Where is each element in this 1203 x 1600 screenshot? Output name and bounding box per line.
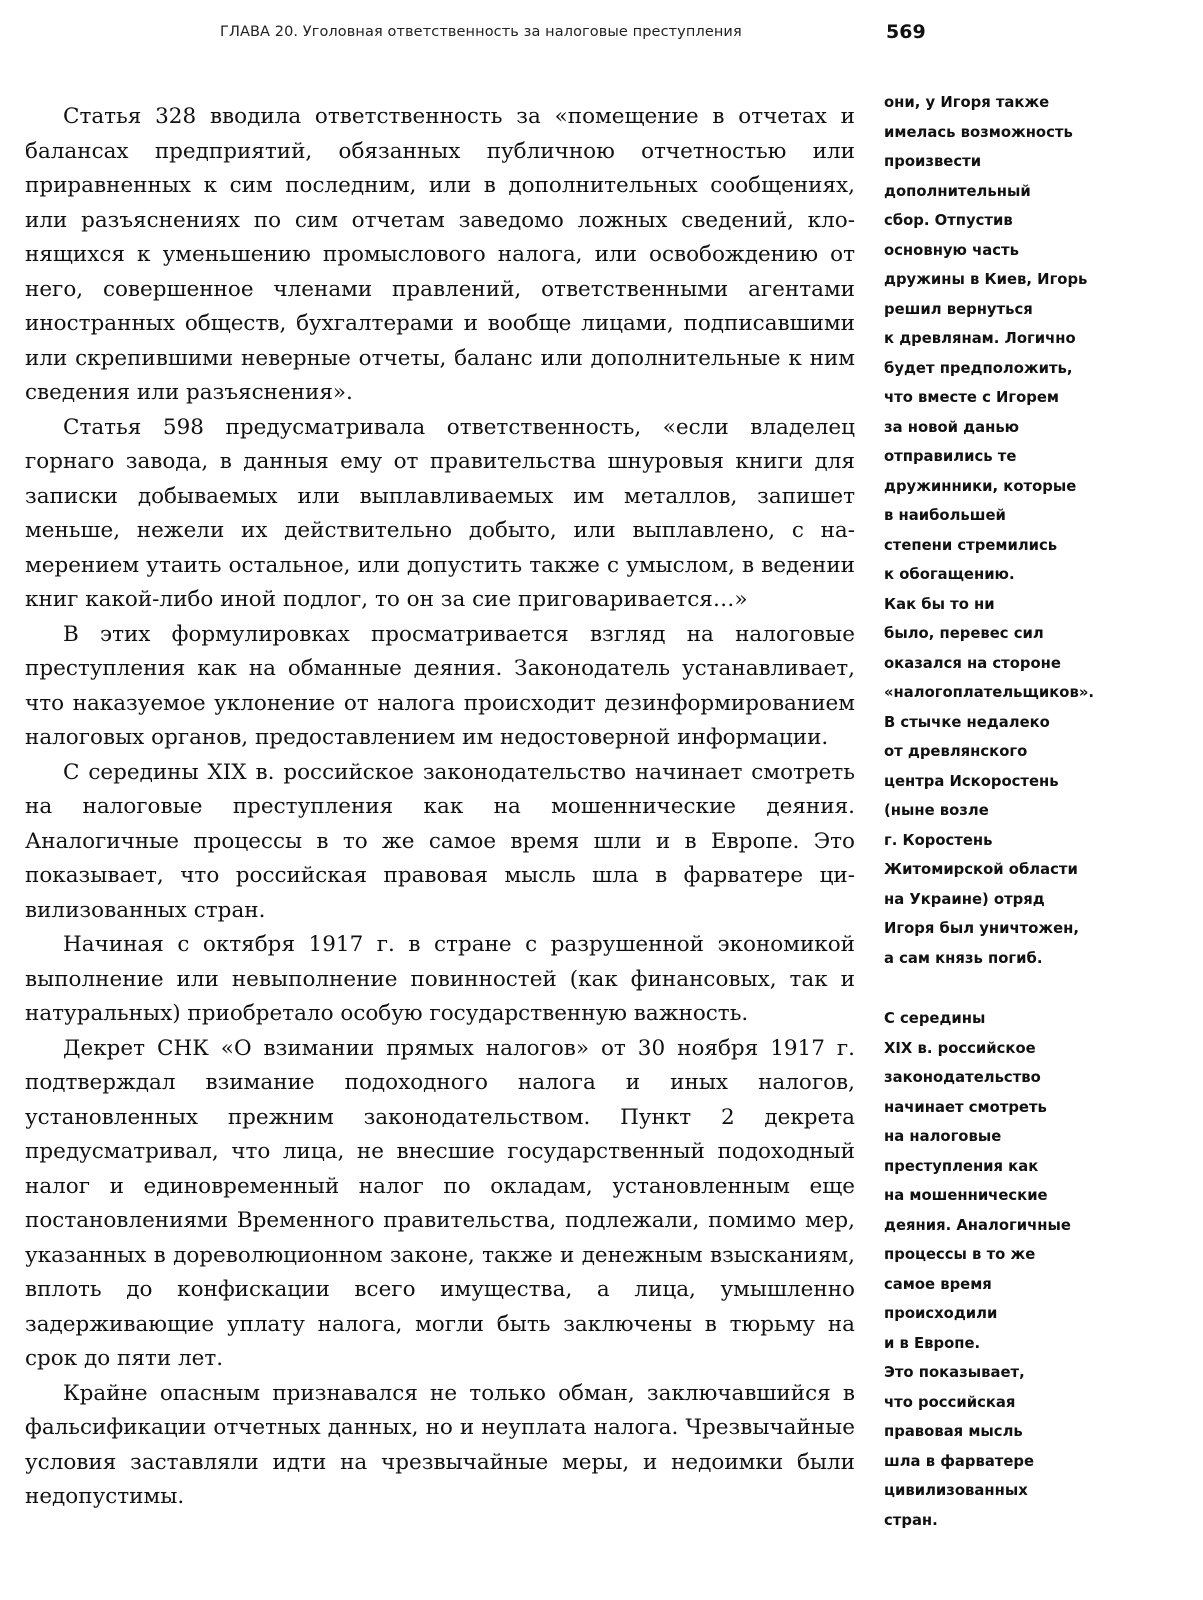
margin-note-line: стран. bbox=[884, 1511, 938, 1529]
page-number: 569 bbox=[886, 21, 926, 43]
margin-note-line: произвести bbox=[884, 153, 982, 170]
margin-note-line: сбор. Отпустив bbox=[884, 212, 1013, 229]
margin-note-line: Житомирской области bbox=[884, 861, 1078, 878]
margin-note-line: будет предположить, bbox=[884, 359, 1073, 377]
margin-note-line: от древлянского bbox=[884, 743, 1028, 760]
margin-note-line: г. Коростень bbox=[884, 831, 993, 849]
margin-note-line: дополнительный bbox=[884, 182, 1031, 200]
margin-note-line: деяния. Аналогичные bbox=[884, 1216, 1071, 1234]
margin-note-igor bbox=[884, 88, 1164, 973]
paragraph-article-598: Статья 598 предусматривала ответственность, «если владелец горнаго завода, в данныя ему от правительства шнуровыя книги для записки добываемых или выплавливаемых им металлов, запишет меньше, нежели их действительно добыто, или выплавлено, с намерением утаить остальное, или допустить также с умыслом, в ведении книг какой-либо иной подлог, то он за сие приговаривается…» bbox=[25, 414, 855, 612]
margin-note-line: «налогоплательщиков». bbox=[884, 684, 1094, 701]
margin-note-line: оказался на стороне bbox=[884, 654, 1061, 672]
main-text-column bbox=[25, 100, 855, 1515]
margin-note-line: Как бы то ни bbox=[884, 595, 995, 613]
margin-note-line: цивилизованных bbox=[884, 1482, 1028, 1499]
running-title: ГЛАВА 20. Уголовная ответственность за налоговые преступления bbox=[220, 24, 742, 40]
margin-note-line: XIX в. российское bbox=[884, 1039, 1036, 1057]
margin-note-line: дружины в Киев, Игорь bbox=[884, 271, 1088, 288]
running-head bbox=[0, 20, 1203, 46]
margin-note-line: процессы в то же bbox=[884, 1246, 1036, 1263]
margin-note-line: имелась возможность bbox=[884, 123, 1073, 141]
paragraph-article-328: Статья 328 вводила ответственность за «помещение в отчетах и балансах предприятий, обязанных публичною отчетностью или приравненных к сим последним, или в дополнительных сообщениях, или разъяснениях по сим отчетам заведомо ложных сведений, клонящихся к уменьшению промыслового налога, или освобождению от него, совершенное членами правлений, ответственными агентами иностранных обществ, бухгалтерами и вообще лицами, подписавшими или скрепившими неверные отчеты, баланс или дополнительные к ним сведения или разъяснения». bbox=[25, 104, 855, 405]
margin-note-line: было, перевес сил bbox=[884, 625, 1044, 642]
paragraph-formulations: В этих формулировках просматривается взгляд на налоговые преступления как на обманные деяния. Законодатель устанавливает, что наказуемое уклонение от налога происходит дезинформированием налоговых органов, предоставлением им недостоверной информации. bbox=[25, 621, 855, 750]
margin-note-line: на Украине) отряд bbox=[884, 890, 1045, 908]
margin-note-line: начинает смотреть bbox=[884, 1098, 1047, 1116]
margin-note-line: Игоря был уничтожен, bbox=[884, 920, 1079, 937]
paragraph-october-1917: Начиная с октября 1917 г. в стране с разрушенной экономикой выполнение или невыполнение повинностей (как финансовых, так и натуральных) приобретало особую государственную важность. bbox=[25, 932, 855, 1026]
margin-note-line: за новой данью bbox=[884, 418, 1020, 436]
margin-note-line: решил вернуться bbox=[884, 300, 1033, 318]
margin-note-line: основную часть bbox=[884, 241, 1019, 259]
margin-note-mid-19th-century bbox=[884, 1004, 1164, 1535]
margin-note-line: шла в фарватере bbox=[884, 1452, 1035, 1470]
margin-note-line: а сам князь погиб. bbox=[884, 949, 1043, 967]
margin-note-line: С середины bbox=[884, 1010, 986, 1027]
margin-note-line: (ныне возле bbox=[884, 802, 989, 819]
margin-note-line: к обогащению. bbox=[884, 566, 1015, 583]
margin-note-line: что российская bbox=[884, 1393, 1016, 1411]
margin-note-line: Это показывает, bbox=[884, 1364, 1025, 1381]
margin-note-line: к древлянам. Логично bbox=[884, 330, 1076, 347]
margin-note-line: центра Искоростень bbox=[884, 772, 1059, 790]
margin-note-line: дружинники, которые bbox=[884, 477, 1077, 495]
margin-note-line: законодательство bbox=[884, 1069, 1041, 1086]
margin-note-line: степени стремились bbox=[884, 536, 1058, 554]
margin-note-line: что вместе с Игорем bbox=[884, 389, 1060, 406]
margin-note-line: на налоговые bbox=[884, 1128, 1002, 1145]
paragraph-mid-19th-century: С середины XIX в. российское законодательство начинает смотреть на налоговые преступления как на мошеннические деяния. Аналогичные процессы в то же самое время шли и в Европе. Это показывает, что российская правовая мысль шла в фарватере цивилизованных стран. bbox=[25, 759, 855, 923]
margin-note-line: В стычке недалеко bbox=[884, 713, 1050, 731]
margin-note-line: преступления как bbox=[884, 1157, 1039, 1175]
margin-note-line: на мошеннические bbox=[884, 1187, 1048, 1204]
paragraph-extremely-dangerous: Крайне опасным признавался не только обман, заключавшийся в фальсификации отчетных данных, но и неуплата налога. Чрезвычайные условия заставляли идти на чрезвычайные меры, и недоимки были недопустимы. bbox=[25, 1380, 855, 1509]
margin-note-line: правовая мысль bbox=[884, 1423, 1023, 1440]
margin-note-line: они, у Игоря также bbox=[884, 94, 1050, 111]
paragraph-snk-decree: Декрет СНК «О взимании прямых налогов» от 30 ноября 1917 г. подтверждал взимание подоходного налога и иных налогов, установленных прежним законодательством. Пункт 2 декрета предусматривал, что лица, не внесшие государственный подоходный налог и единовременный налог по окладам, установленным еще постановлениями Временного правительства, подлежали, помимо мер, указанных в дореволюционном законе, также и денежным взысканиям, вплоть до конфискации всего имущества, а лица, умышленно задерживающие уплату налога, могли быть заключены в тюрьму на срок до пяти лет. bbox=[25, 1035, 855, 1371]
margin-note-line: в наибольшей bbox=[884, 507, 1006, 524]
margin-note-line: самое время bbox=[884, 1275, 992, 1293]
margin-notes bbox=[884, 88, 1164, 1535]
margin-note-line: и в Европе. bbox=[884, 1334, 981, 1352]
margin-note-line: происходили bbox=[884, 1305, 998, 1322]
margin-note-line: отправились те bbox=[884, 448, 1017, 465]
